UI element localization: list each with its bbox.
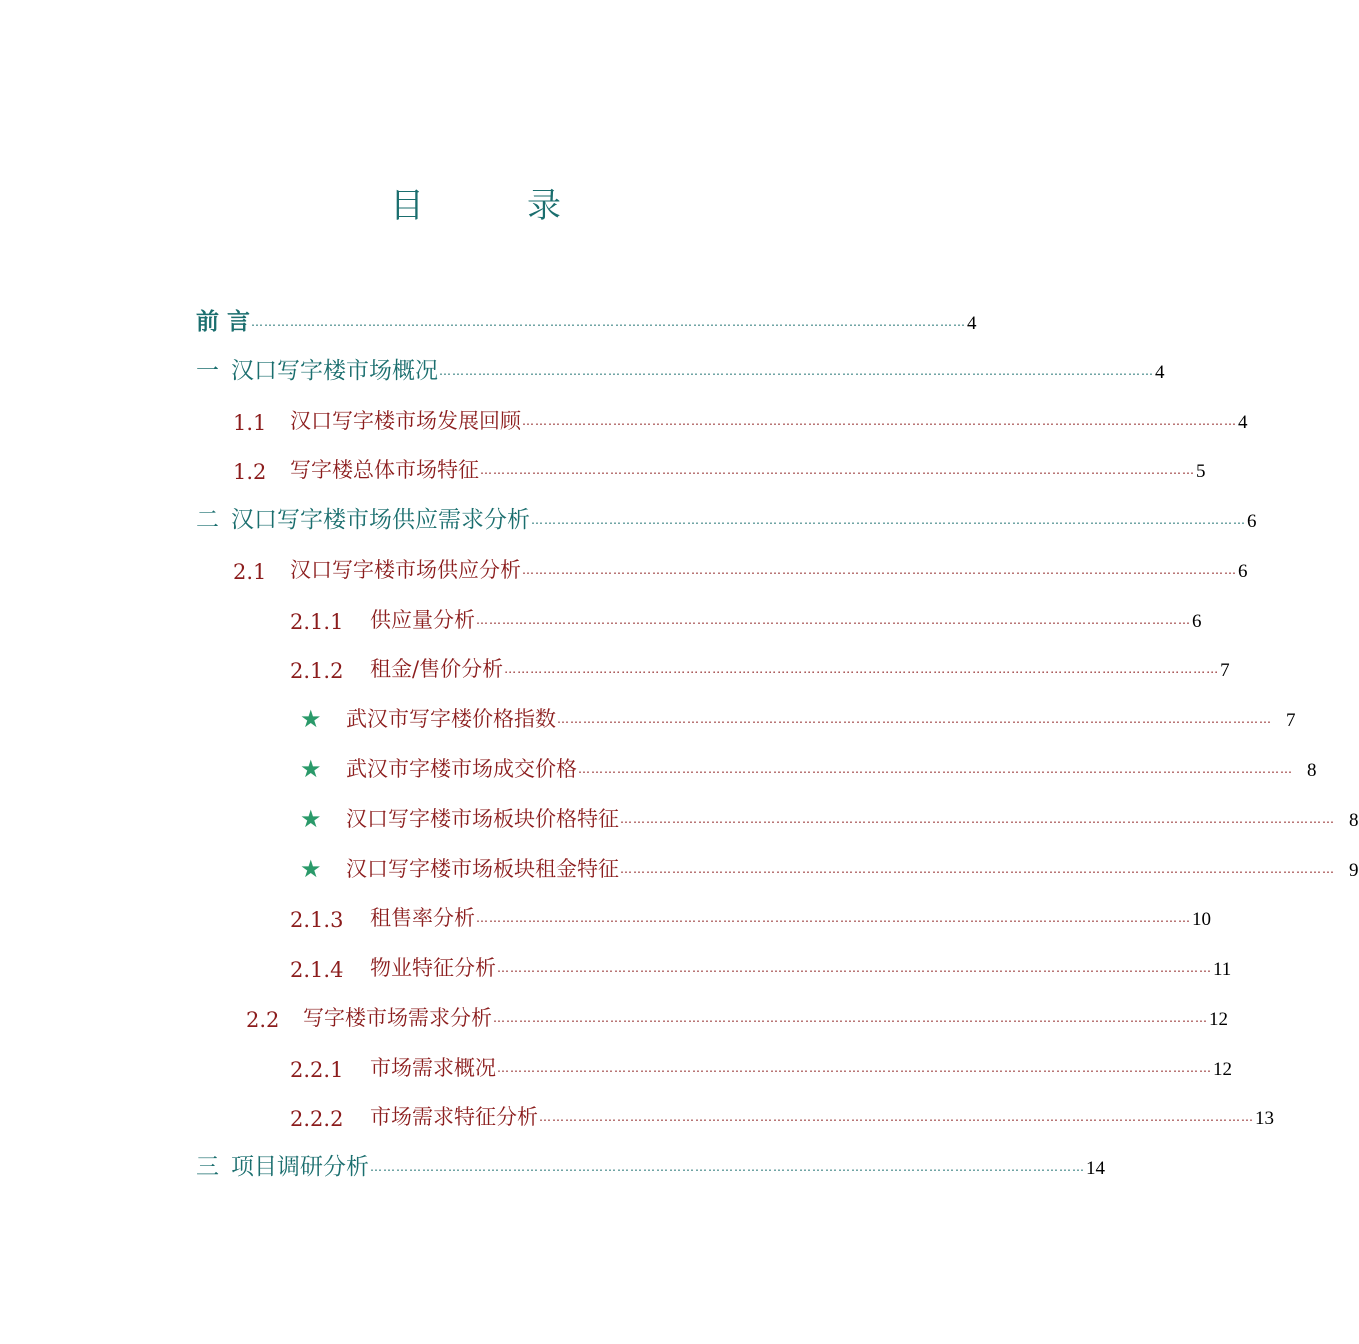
toc-entry-title: 写字楼市场需求分析 [303, 1006, 492, 1030]
toc-entry-section-2-2[interactable] [246, 1002, 1228, 1032]
toc-leader-dots: ………………………………………………………………………………………………………………………………………………… [522, 563, 1237, 577]
toc-entry-section-2-1[interactable] [233, 554, 1248, 584]
toc-entry-title: 武汉市字楼市场成交价格 [346, 757, 577, 781]
toc-entry-number: 2.2.1 [290, 1058, 344, 1082]
toc-page-number: 10 [1192, 909, 1211, 930]
toc-entry-star-deal-price[interactable] [300, 753, 1317, 783]
toc-entry-title: 租金/售价分析 [370, 657, 504, 681]
toc-entry-section-1-2[interactable] [233, 454, 1206, 484]
toc-entry-chapter-2[interactable] [196, 504, 1257, 534]
toc-leader-dots: ………………………………………………………………………………………………………………………………………………… [504, 662, 1220, 676]
toc-entry-title: 前 言 [196, 308, 251, 335]
toc-leader-dots: ………………………………………………………………………………………………………………………………………………… [493, 1011, 1208, 1025]
toc-leader-dots: ………………………………………………………………………………………………………………………………………………… [370, 1160, 1085, 1174]
toc-leader-dots: ………………………………………………………………………………………………………………………………………………… [251, 315, 967, 329]
toc-page-number: 4 [1238, 412, 1248, 433]
toc-entry-chapter-3[interactable] [196, 1151, 1105, 1181]
toc-page-number: 6 [1247, 511, 1257, 532]
toc-entry-number: 二 [196, 507, 219, 533]
toc-leader-dots: ………………………………………………………………………………………………………………………………………………… [497, 1061, 1212, 1075]
toc-entry-number: 1.2 [233, 460, 267, 484]
toc-page-number: 7 [1220, 660, 1230, 681]
toc-page-number: 12 [1209, 1009, 1228, 1030]
toc-leader-dots: ………………………………………………………………………………………………………………………………………………… [578, 762, 1293, 776]
toc-page-number: 6 [1192, 611, 1202, 632]
toc-entry-star-block-rent[interactable] [300, 853, 1359, 883]
toc-entry-number: 2.1.4 [290, 958, 344, 982]
page-title [0, 178, 950, 228]
toc-entry-section-2-1-4[interactable] [290, 952, 1232, 982]
toc-entry-title: 市场需求特征分析 [370, 1105, 538, 1129]
toc-entry-title: 汉口写字楼市场概况 [231, 358, 438, 384]
toc-entry-title: 汉口写字楼市场板块租金特征 [346, 857, 619, 881]
toc-leader-dots: ………………………………………………………………………………………………………………………………………………… [497, 961, 1212, 975]
toc-entry-preface[interactable] [196, 306, 977, 336]
title-char-1: 目 [390, 186, 424, 226]
toc-entry-number: 2.1 [233, 560, 267, 584]
toc-page-number: 9 [1349, 860, 1359, 881]
toc-leader-dots: ………………………………………………………………………………………………………………………………………………… [557, 712, 1272, 726]
toc-entry-section-2-1-1[interactable] [290, 604, 1202, 634]
toc-entry-number: 一 [196, 358, 219, 384]
toc-entry-title: 项目调研分析 [231, 1154, 369, 1180]
toc-entry-number: 2.1.1 [290, 610, 344, 634]
toc-entry-chapter-1[interactable] [196, 355, 1165, 385]
toc-entry-title: 市场需求概况 [370, 1056, 496, 1080]
toc-leader-dots: ………………………………………………………………………………………………………………………………………………… [620, 812, 1335, 826]
toc-entry-section-2-1-2[interactable] [290, 653, 1230, 683]
toc-entry-section-2-2-2[interactable] [290, 1101, 1274, 1131]
toc-leader-dots: ………………………………………………………………………………………………………………………………………………… [480, 463, 1195, 477]
star-icon: ★ [300, 705, 322, 733]
toc-entry-title: 汉口写字楼市场板块价格特征 [346, 807, 619, 831]
toc-entry-title: 写字楼总体市场特征 [290, 458, 479, 482]
toc-entry-star-block-price[interactable] [300, 803, 1359, 833]
toc-leader-dots: ………………………………………………………………………………………………………………………………………………… [476, 613, 1191, 627]
toc-entry-number: 三 [196, 1154, 219, 1180]
toc-entry-section-1-1[interactable] [233, 405, 1248, 435]
toc-entry-title: 汉口写字楼市场发展回顾 [290, 409, 521, 433]
toc-page-number: 13 [1255, 1108, 1274, 1129]
toc-entry-title: 汉口写字楼市场供应分析 [290, 558, 521, 582]
star-icon: ★ [300, 805, 322, 833]
star-icon: ★ [300, 855, 322, 883]
toc-page-number: 4 [1155, 362, 1165, 383]
toc-page-number: 8 [1349, 810, 1359, 831]
toc-page-number: 7 [1286, 710, 1296, 731]
toc-page-number: 14 [1086, 1158, 1105, 1179]
toc-leader-dots: ………………………………………………………………………………………………………………………………………………… [539, 1110, 1254, 1124]
toc-entry-number: 2.1.3 [290, 908, 344, 932]
toc-leader-dots: ………………………………………………………………………………………………………………………………………………… [522, 414, 1237, 428]
toc-page-number: 5 [1196, 461, 1206, 482]
toc-leader-dots: ………………………………………………………………………………………………………………………………………………… [620, 862, 1335, 876]
toc-entry-section-2-2-1[interactable] [290, 1052, 1232, 1082]
toc-page-number: 12 [1213, 1059, 1232, 1080]
toc-entry-title: 供应量分析 [370, 608, 475, 632]
toc-entry-title: 租售率分析 [370, 906, 475, 930]
toc-entry-title: 物业特征分析 [370, 956, 496, 980]
toc-entry-section-2-1-3[interactable] [290, 902, 1211, 932]
star-icon: ★ [300, 755, 322, 783]
toc-page-number: 11 [1213, 959, 1232, 980]
toc-entry-title: 武汉市写字楼价格指数 [346, 707, 556, 731]
toc-leader-dots: ………………………………………………………………………………………………………………………………………………… [439, 364, 1154, 378]
toc-leader-dots: ………………………………………………………………………………………………………………………………………………… [476, 911, 1191, 925]
toc-entry-title: 汉口写字楼市场供应需求分析 [231, 507, 530, 533]
toc-entry-number: 2.2.2 [290, 1107, 344, 1131]
toc-entry-number: 2.2 [246, 1008, 280, 1032]
toc-entry-number: 2.1.2 [290, 659, 344, 683]
toc-page-number: 8 [1307, 760, 1317, 781]
toc-page-number: 6 [1238, 561, 1248, 582]
toc-entry-star-price-index[interactable] [300, 703, 1296, 733]
toc-page-number: 4 [967, 313, 977, 334]
toc-leader-dots: ………………………………………………………………………………………………………………………………………………… [531, 513, 1246, 527]
title-char-2: 录 [527, 186, 561, 226]
toc-entry-number: 1.1 [233, 411, 267, 435]
